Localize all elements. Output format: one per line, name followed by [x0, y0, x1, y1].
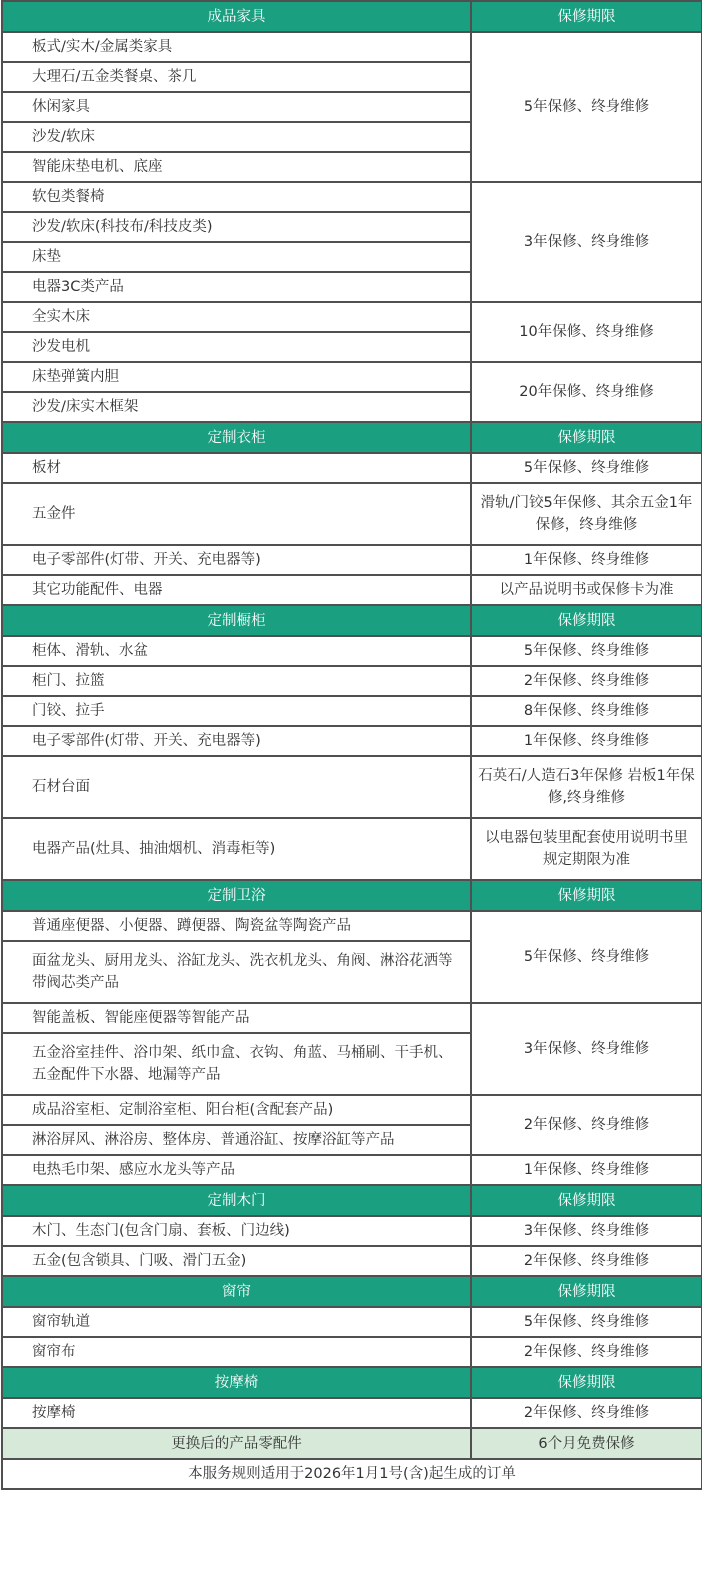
warranty-cell: 5年保修、终身维修: [471, 911, 702, 1003]
item-cell: 成品浴室柜、定制浴室柜、阳台柜(含配套产品): [2, 1095, 471, 1125]
table-row: [2, 636, 702, 666]
item-cell: 板材: [2, 453, 471, 483]
table-row: [2, 545, 702, 575]
table-row: [2, 1337, 702, 1367]
item-cell: 木门、生态门(包含门扇、套板、门边线): [2, 1216, 471, 1246]
warranty-cell: 石英石/人造石3年保修 岩板1年保修,终身维修: [471, 756, 702, 818]
warranty-cell: 3年保修、终身维修: [471, 182, 702, 302]
section-header-label: 保修期限: [471, 605, 702, 636]
section-header-label: 保修期限: [471, 1276, 702, 1307]
table-row: [2, 453, 702, 483]
table-row: [2, 302, 702, 332]
section-title: 按摩椅: [2, 1367, 471, 1398]
table-row: [2, 1216, 702, 1246]
warranty-cell: 2年保修、终身维修: [471, 1337, 702, 1367]
warranty-cell: 3年保修、终身维修: [471, 1003, 702, 1095]
item-cell: 床垫弹簧内胆: [2, 362, 471, 392]
item-cell: 门铰、拉手: [2, 696, 471, 726]
table-row: [2, 1155, 702, 1185]
item-cell: 电器产品(灶具、抽油烟机、消毒柜等): [2, 818, 471, 880]
warranty-cell: 10年保修、终身维修: [471, 302, 702, 362]
table-row: [2, 362, 702, 392]
section-header-label: 保修期限: [471, 1185, 702, 1216]
item-cell: 普通座便器、小便器、蹲便器、陶瓷盆等陶瓷产品: [2, 911, 471, 941]
item-cell: 按摩椅: [2, 1398, 471, 1428]
warranty-cell: 5年保修、终身维修: [471, 1307, 702, 1337]
item-cell: 面盆龙头、厨用龙头、浴缸龙头、洗衣机龙头、角阀、淋浴花洒等带阀芯类产品: [2, 941, 471, 1003]
item-cell: 床垫: [2, 242, 471, 272]
table-row: [2, 1307, 702, 1337]
replacement-parts-warranty: 6个月免费保修: [471, 1428, 702, 1459]
item-cell: 窗帘轨道: [2, 1307, 471, 1337]
warranty-cell: 2年保修、终身维修: [471, 1095, 702, 1155]
warranty-cell: 2年保修、终身维修: [471, 666, 702, 696]
item-cell: 石材台面: [2, 756, 471, 818]
item-cell: 软包类餐椅: [2, 182, 471, 212]
warranty-cell: 1年保修、终身维修: [471, 726, 702, 756]
section-title: 定制卫浴: [2, 880, 471, 911]
warranty-cell: 8年保修、终身维修: [471, 696, 702, 726]
warranty-cell: 20年保修、终身维修: [471, 362, 702, 422]
table-row: [2, 726, 702, 756]
warranty-cell: 2年保修、终身维修: [471, 1246, 702, 1276]
section-title: 定制木门: [2, 1185, 471, 1216]
item-cell: 五金件: [2, 483, 471, 545]
footer-note: 本服务规则适用于2026年1月1号(含)起生成的订单: [2, 1459, 702, 1489]
replacement-parts-row: [2, 1428, 702, 1459]
section-header-custom-door: [2, 1185, 702, 1216]
replacement-parts-label: 更换后的产品零配件: [2, 1428, 471, 1459]
table-row: [2, 1246, 702, 1276]
warranty-cell: 5年保修、终身维修: [471, 32, 702, 182]
table-row: [2, 818, 702, 880]
section-header-finished-furniture: [2, 1, 702, 32]
table-row: [2, 575, 702, 605]
item-cell: 大理石/五金类餐桌、茶几: [2, 62, 471, 92]
section-title: 定制橱柜: [2, 605, 471, 636]
item-cell: 窗帘布: [2, 1337, 471, 1367]
footer-row: [2, 1459, 702, 1489]
section-header-label: 保修期限: [471, 1367, 702, 1398]
warranty-cell: 滑轨/门铰5年保修、其余五金1年保修，终身维修: [471, 483, 702, 545]
item-cell: 电子零部件(灯带、开关、充电器等): [2, 545, 471, 575]
section-header-custom-cabinet: [2, 605, 702, 636]
table-row: [2, 666, 702, 696]
item-cell: 柜体、滑轨、水盆: [2, 636, 471, 666]
item-cell: 智能床垫电机、底座: [2, 152, 471, 182]
section-title: 定制衣柜: [2, 422, 471, 453]
warranty-cell: 5年保修、终身维修: [471, 636, 702, 666]
item-cell: 沙发/软床: [2, 122, 471, 152]
item-cell: 电子零部件(灯带、开关、充电器等): [2, 726, 471, 756]
table-row: [2, 756, 702, 818]
item-cell: 沙发/软床(科技布/科技皮类): [2, 212, 471, 242]
section-title: 窗帘: [2, 1276, 471, 1307]
item-cell: 沙发电机: [2, 332, 471, 362]
warranty-cell: 以产品说明书或保修卡为准: [471, 575, 702, 605]
section-title: 成品家具: [2, 1, 471, 32]
item-cell: 淋浴屏风、淋浴房、整体房、普通浴缸、按摩浴缸等产品: [2, 1125, 471, 1155]
item-cell: 休闲家具: [2, 92, 471, 122]
item-cell: 全实木床: [2, 302, 471, 332]
item-cell: 沙发/床实木框架: [2, 392, 471, 422]
section-header-curtain: [2, 1276, 702, 1307]
section-header-custom-bathroom: [2, 880, 702, 911]
item-cell: 智能盖板、智能座便器等智能产品: [2, 1003, 471, 1033]
warranty-cell: 2年保修、终身维修: [471, 1398, 702, 1428]
section-header-label: 保修期限: [471, 1, 702, 32]
warranty-cell: 1年保修、终身维修: [471, 1155, 702, 1185]
section-header-custom-wardrobe: [2, 422, 702, 453]
warranty-cell: 1年保修、终身维修: [471, 545, 702, 575]
section-header-massage-chair: [2, 1367, 702, 1398]
section-header-label: 保修期限: [471, 422, 702, 453]
table-row: [2, 696, 702, 726]
item-cell: 五金浴室挂件、浴巾架、纸巾盒、衣钩、角蓝、马桶刷、干手机、五金配件下水器、地漏等产品: [2, 1033, 471, 1095]
table-row: [2, 911, 702, 941]
item-cell: 柜门、拉篮: [2, 666, 471, 696]
table-row: [2, 1095, 702, 1125]
item-cell: 五金(包含锁具、门吸、滑门五金): [2, 1246, 471, 1276]
warranty-cell: 3年保修、终身维修: [471, 1216, 702, 1246]
table-row: [2, 182, 702, 212]
item-cell: 电器3C类产品: [2, 272, 471, 302]
warranty-cell: 5年保修、终身维修: [471, 453, 702, 483]
table-row: [2, 1398, 702, 1428]
item-cell: 电热毛巾架、感应水龙头等产品: [2, 1155, 471, 1185]
item-cell: 其它功能配件、电器: [2, 575, 471, 605]
table-row: [2, 32, 702, 62]
table-row: [2, 483, 702, 545]
warranty-cell: 以电器包装里配套使用说明书里规定期限为准: [471, 818, 702, 880]
item-cell: 板式/实木/金属类家具: [2, 32, 471, 62]
table-row: [2, 1003, 702, 1033]
section-header-label: 保修期限: [471, 880, 702, 911]
warranty-table: [1, 0, 702, 1490]
